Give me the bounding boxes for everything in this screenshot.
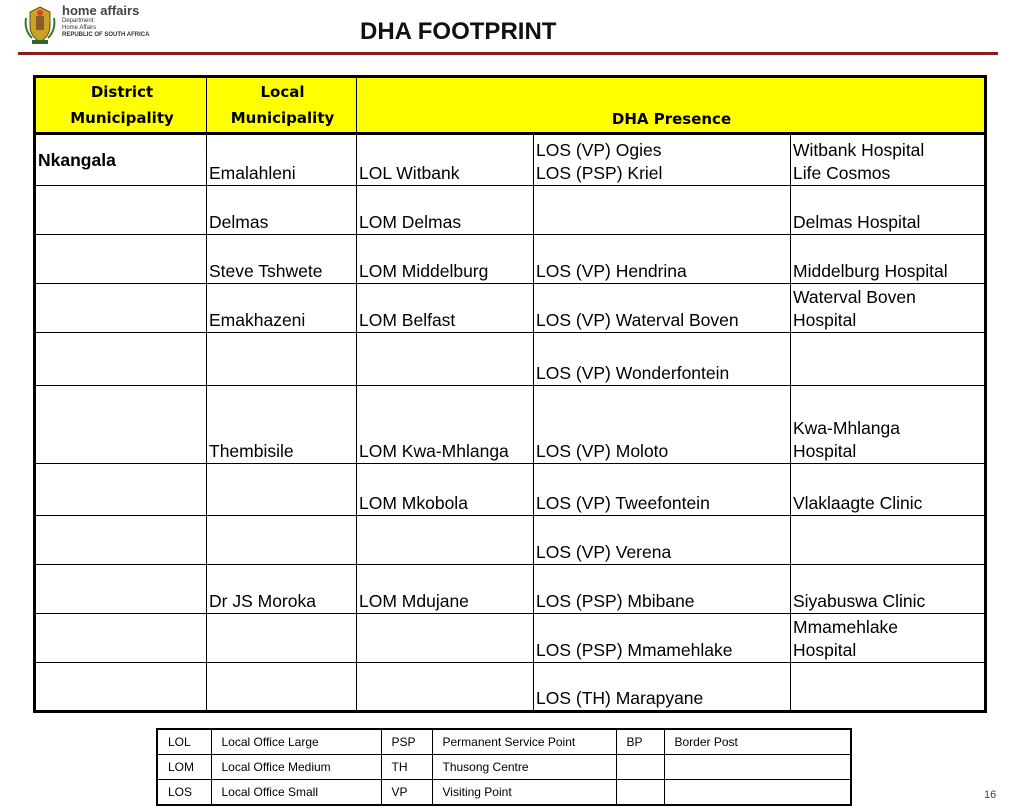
cell-local — [207, 614, 357, 663]
table-row — [35, 565, 986, 614]
cell-district — [35, 565, 207, 614]
cell-office: LOM Middelburg — [357, 235, 534, 284]
cell-service: LOS (VP) Wonderfontein — [534, 333, 791, 386]
cell-local: Dr JS Moroka — [207, 565, 357, 614]
header-presence: DHA Presence — [357, 77, 986, 134]
legend-meaning: Local Office Small — [211, 780, 381, 806]
cell-district: Nkangala — [35, 134, 207, 186]
legend-code: BP — [616, 729, 664, 755]
cell-hospital: Kwa-Mhlanga Hospital — [791, 386, 986, 464]
cell-district — [35, 614, 207, 663]
cell-service: LOS (PSP) Mmamehlake — [534, 614, 791, 663]
table-row — [35, 235, 986, 284]
legend-code: LOS — [157, 780, 211, 806]
page-title: DHA FOOTPRINT — [360, 18, 557, 45]
cell-district — [35, 464, 207, 516]
cell-hospital — [791, 663, 986, 712]
cell-service: LOS (PSP) Mbibane — [534, 565, 791, 614]
cell-hospital: Middelburg Hospital — [791, 235, 986, 284]
table-row — [35, 134, 986, 186]
cell-hospital — [791, 333, 986, 386]
legend-meaning: Thusong Centre — [432, 755, 616, 780]
cell-local: Emalahleni — [207, 134, 357, 186]
legend-table — [156, 728, 852, 806]
cell-local: Steve Tshwete — [207, 235, 357, 284]
cell-hospital: Siyabuswa Clinic — [791, 565, 986, 614]
cell-district — [35, 235, 207, 284]
cell-hospital: Vlaklaagte Clinic — [791, 464, 986, 516]
logo-dept-line1: Department: — [62, 18, 96, 24]
legend-meaning: Border Post — [664, 729, 851, 755]
cell-service: LOS (VP) Ogies LOS (PSP) Kriel — [534, 134, 791, 186]
legend-code: VP — [381, 780, 432, 806]
cell-service: LOS (TH) Marapyane — [534, 663, 791, 712]
cell-local — [207, 333, 357, 386]
legend-meaning: Visiting Point — [432, 780, 616, 806]
header-local: Local Municipality — [207, 77, 357, 134]
logo-text — [62, 4, 149, 39]
cell-hospital: Mmamehlake Hospital — [791, 614, 986, 663]
cell-hospital: Witbank Hospital Life Cosmos — [791, 134, 986, 186]
legend-meaning: Local Office Medium — [211, 755, 381, 780]
footprint-table — [33, 75, 987, 713]
table-row — [35, 614, 986, 663]
legend-meaning: Permanent Service Point — [432, 729, 616, 755]
legend-code: LOM — [157, 755, 211, 780]
cell-office — [357, 333, 534, 386]
legend-meaning — [664, 780, 851, 806]
cell-office: LOL Witbank — [357, 134, 534, 186]
cell-service: LOS (VP) Hendrina — [534, 235, 791, 284]
coat-of-arms-icon — [20, 4, 60, 46]
legend-code: LOL — [157, 729, 211, 755]
legend-code — [616, 780, 664, 806]
cell-office: LOM Mdujane — [357, 565, 534, 614]
cell-office — [357, 663, 534, 712]
cell-service — [534, 186, 791, 235]
header-rule — [18, 52, 998, 55]
cell-service: LOS (VP) Tweefontein — [534, 464, 791, 516]
cell-local: Emakhazeni — [207, 284, 357, 333]
home-affairs-logo — [20, 4, 150, 46]
legend-row — [157, 780, 851, 806]
legend-code — [616, 755, 664, 780]
logo-dept-line3: REPUBLIC OF SOUTH AFRICA — [62, 32, 150, 38]
cell-local — [207, 464, 357, 516]
cell-hospital — [791, 516, 986, 565]
cell-office — [357, 614, 534, 663]
cell-district — [35, 284, 207, 333]
legend-code: TH — [381, 755, 432, 780]
legend-code: PSP — [381, 729, 432, 755]
table-row — [35, 464, 986, 516]
header-district: District Municipality — [35, 77, 207, 134]
legend-meaning — [664, 755, 851, 780]
table-row — [35, 333, 986, 386]
page-number: 16 — [984, 789, 997, 801]
cell-service: LOS (VP) Waterval Boven — [534, 284, 791, 333]
logo-brand: home affairs — [62, 3, 140, 18]
cell-district — [35, 516, 207, 565]
table-row — [35, 284, 986, 333]
table-row — [35, 663, 986, 712]
cell-hospital: Waterval Boven Hospital — [791, 284, 986, 333]
cell-district — [35, 386, 207, 464]
cell-service: LOS (VP) Verena — [534, 516, 791, 565]
cell-service: LOS (VP) Moloto — [534, 386, 791, 464]
cell-office: LOM Belfast — [357, 284, 534, 333]
table-row — [35, 386, 986, 464]
cell-hospital: Delmas Hospital — [791, 186, 986, 235]
legend-meaning: Local Office Large — [211, 729, 381, 755]
cell-local — [207, 516, 357, 565]
table-row — [35, 516, 986, 565]
table-header-row — [35, 77, 986, 134]
cell-local: Thembisile — [207, 386, 357, 464]
cell-district — [35, 333, 207, 386]
cell-office: LOM Mkobola — [357, 464, 534, 516]
legend-row — [157, 755, 851, 780]
cell-office — [357, 516, 534, 565]
cell-district — [35, 663, 207, 712]
logo-dept-line2: Home Affairs — [62, 25, 97, 31]
table-row — [35, 186, 986, 235]
cell-district — [35, 186, 207, 235]
cell-local: Delmas — [207, 186, 357, 235]
cell-local — [207, 663, 357, 712]
cell-office: LOM Delmas — [357, 186, 534, 235]
legend-row — [157, 729, 851, 755]
cell-office: LOM Kwa-Mhlanga — [357, 386, 534, 464]
